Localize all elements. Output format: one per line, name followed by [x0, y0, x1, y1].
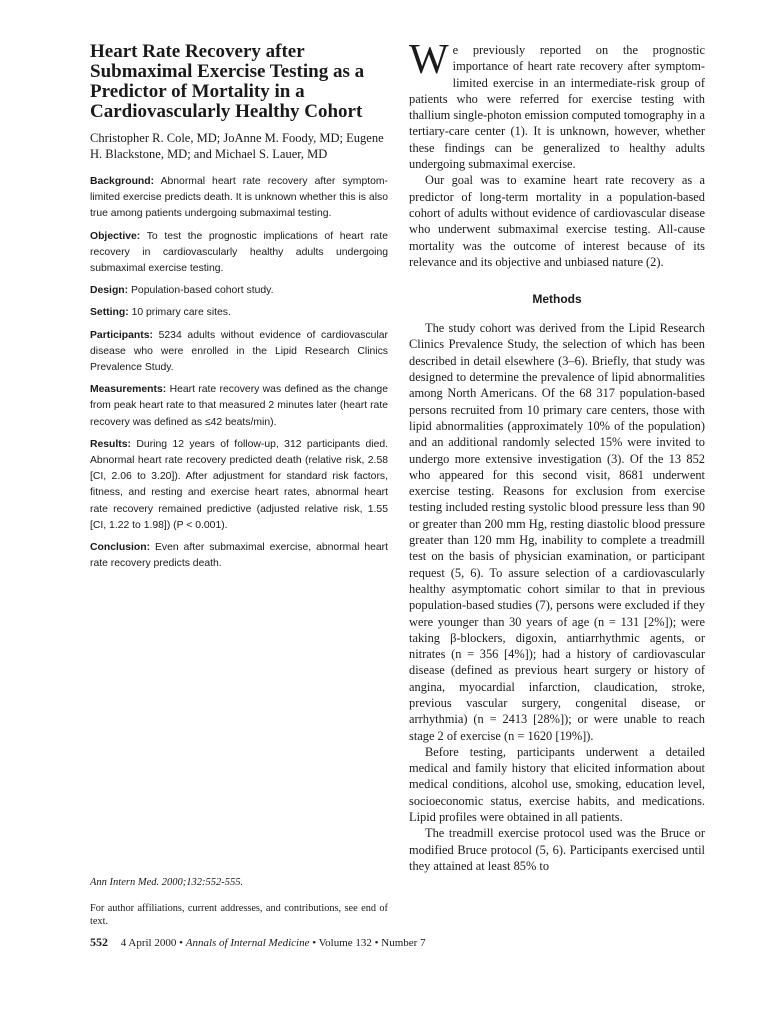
author-list: Christopher R. Cole, MD; JoAnne M. Foody, MD; Eugene H. Blackstone, MD; and Michael S. Lauer, MD — [90, 131, 384, 161]
abstract-objective: Objective: To test the prognostic implications of heart rate recovery in cardiovascularly healthy adults undergoing submaximal exercise testing. — [90, 230, 388, 275]
methods-paragraph-1: The study cohort was derived from the Lipid Research Clinics Prevalence Study, the selection of which has been described in detail elsewhere (3–6). Briefly, that study was designed to determine the prevalence of lipid abnormalities among North Americans. Of the 68 317 population-based persons recruited from 10 primary care centers, those with lipid abnormalities (approximately 10% of the population) and an additional randomly selected 15% were invited to undergo more extensive investigation (3). Of the 13 852 who appeared for this second visit, 8681 underwent exercise testing. Reasons for exclusion from exercise testing included resting systolic blood pressure less than 90 or greater than 200 mm Hg, resting diastolic blood pressure greater than 120 mm Hg, inability to complete a treadmill test on the basis of physician examination, or participant request (5, 6). To assure selection of a cardiovascularly healthy asymptomatic cohort similar to that in previous population-based studies (7), persons were excluded if they were younger than 30 years of age (n = 131 [2%]); were taking β-blockers, digoxin, antiarrhythmic agents, or nitrates (n = 356 [4%]); had a history of cardiovascular disease (defined as previous heart surgery or history of angina, myocardial infarction, claudication, stroke, previous vascular surgery, congenital disease, or arrhythmia) (n = 2413 [28%]); or were unable to reach stage 2 of exercise (n = 1620 [19%]). — [409, 321, 705, 743]
abstract-setting: Setting: 10 primary care sites. — [90, 307, 231, 319]
left-column — [90, 42, 388, 578]
abstract-design: Design: Population-based cohort study. — [90, 285, 274, 297]
methods-paragraph-2: Before testing, participants underwent a detailed medical and family history that elicited information about medical conditions, alcohol use, smoking, education level, socioeconomic status, exercise habits, and medications. Lipid profiles were obtained in all patients. — [409, 744, 705, 825]
issue-number: Number 7 — [381, 937, 426, 949]
affiliations-note: For author affiliations, current addresses, and contributions, see end of text. — [90, 903, 388, 927]
separator: • — [312, 937, 317, 949]
intro-paragraph-2: Our goal was to examine heart rate recovery as a predictor of long-term mortality in a population-based cohort of adults without evidence of cardiovascular disease who underwent submaximal exercise testing. All-cause mortality was the outcome of interest because of its relevance and its objective and unbiased nature (2). — [409, 173, 705, 269]
methods-heading: Methods — [532, 292, 582, 307]
page-number: 552 — [90, 935, 108, 949]
methods-paragraph-3: The treadmill exercise protocol used was the Bruce or modified Bruce protocol (5, 6). Participants exercised until they attained at least 85% to — [409, 826, 705, 873]
drop-cap: W — [409, 37, 449, 83]
abstract-conclusion: Conclusion: Even after submaximal exercise, abnormal heart rate recovery predicts death. — [90, 542, 389, 570]
abstract-background: Background: Abnormal heart rate recovery after symptom-limited exercise predicts death. It is unknown whether this is also true among patients undergoing submaximal testing. — [90, 176, 388, 220]
abstract-participants: Participants: 5234 adults without evidence of cardiovascular disease who were enrolled in the Lipid Research Clinics Prevalence Study. — [90, 329, 389, 374]
journal-citation: Ann Intern Med. 2000;132:552-555. — [90, 877, 244, 888]
abstract — [90, 174, 388, 572]
separator: • — [179, 937, 183, 949]
article-title: Heart Rate Recovery after Submaximal Exercise Testing as a Predictor of Mortality in a Cardiovascularly Healthy Cohort — [90, 41, 365, 122]
page-footer — [90, 935, 710, 950]
issue-date: 4 April 2000 — [120, 937, 177, 949]
abstract-measurements: Measurements: Heart rate recovery was defined as the change from peak heart rate to that measured 2 minutes later (heart rate recovery was defined as ≤42 beats/min). — [90, 384, 388, 428]
separator: • — [374, 937, 379, 949]
right-column — [409, 37, 705, 874]
volume: Volume 132 — [318, 937, 372, 949]
abstract-results: Results: During 12 years of follow-up, 312 participants died. Abnormal heart rate recovery predicted death (relative risk, 2.58 [CI, 2.06 to 3.20]). After adjustment for standard risk factors, fitness, and resting and exercise heart rates, abnormal heart rate recovery remained predictive (adjusted relative risk, 1.55 [CI, 1.22 to 1.98]) (P < 0.001). — [90, 438, 389, 531]
journal-name: Annals of Internal Medicine — [185, 937, 310, 949]
intro-paragraph-1: We previously reported on the prognostic importance of heart rate recovery after symptom-limited exercise in an intermediate-risk group of patients who were referred for exercise testing with thallium single-photon emission computed tomography in a tertiary-care center (1). It is unknown, however, whether these findings can be generalized to healthy adults undergoing submaximal exercise. — [409, 37, 705, 172]
